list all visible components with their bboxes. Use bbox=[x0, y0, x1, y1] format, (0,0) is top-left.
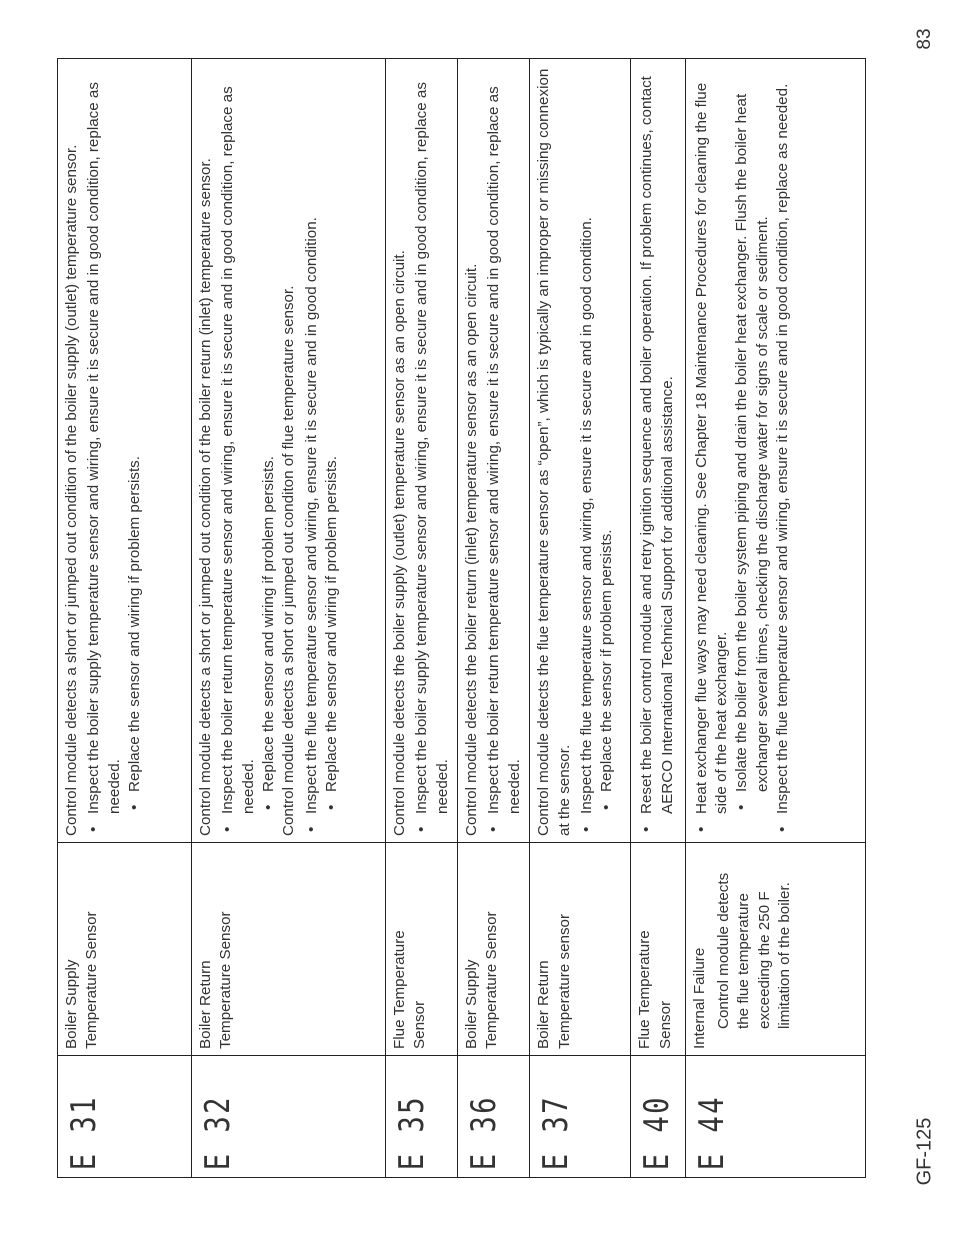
action-sub-bullet: • Replace the sensor and wiring if problem persists. bbox=[259, 65, 279, 792]
component-line: Flue Temperature bbox=[636, 930, 654, 1049]
table-row bbox=[386, 59, 458, 1178]
component-line: Temperature Sensor bbox=[483, 911, 501, 1049]
action-text: Control module detects a short or jumped out condition of the boiler supply (outlet) temperature sensor. bbox=[63, 144, 80, 836]
table-row bbox=[58, 59, 192, 1178]
component-note: Control module detects the flue temperature exceeding the 250 F limitation of the boiler. bbox=[715, 872, 794, 1029]
action-sub-bullet: • Replace the sensor if problem persists. bbox=[597, 65, 617, 792]
fault-code-table-rotated bbox=[57, 58, 862, 1178]
fault-code: E 32 bbox=[192, 1080, 386, 1178]
action-cell bbox=[685, 59, 865, 843]
action-bullet: • Inspect the flue temperature sensor and wiring, ensure it is secure and in good condition, replace as needed. bbox=[773, 65, 793, 814]
table-row bbox=[685, 59, 865, 1178]
fault-code: E 36 bbox=[458, 1080, 530, 1178]
component-line: Internal Failure bbox=[690, 947, 708, 1049]
action-sub-bullet: • Replace the sensor and wiring if problem persists. bbox=[322, 65, 342, 792]
component-line: Boiler Return bbox=[197, 960, 214, 1049]
action-sub-bullet: • Isolate the boiler from the boiler system piping and drain the boiler heat exchanger. Flush the boiler heat exchanger several times, checking the discharge water for signs of scale or sediment. bbox=[732, 65, 773, 792]
fault-code-table bbox=[57, 58, 866, 1178]
component-cell bbox=[685, 843, 865, 1056]
action-bullet: • Inspect the boiler return temperature sensor and wiring, ensure it is secure and in good condition, replace as needed. bbox=[218, 65, 259, 814]
action-text: Control module detects a short or jumped out conditon of flue temperature sensor. bbox=[280, 285, 298, 836]
component-line: Temperature Sensor bbox=[83, 911, 101, 1049]
component-line: Boiler Return bbox=[535, 960, 553, 1049]
action-text: Control module detects a short or jumped out condition of the boiler return (inlet) temperature sensor. bbox=[197, 158, 214, 836]
component-cell bbox=[631, 843, 686, 1056]
component-cell bbox=[458, 843, 530, 1056]
table-row bbox=[631, 59, 686, 1178]
action-cell bbox=[631, 59, 686, 843]
action-text: Control module detects the boiler supply (outlet) temperature sensor as an open circuit. bbox=[391, 250, 408, 836]
action-text: Control module detects the flue temperature sensor as “open”, which is typically an improper or missing connexion at the sensor. bbox=[535, 68, 573, 836]
fault-code: E 37 bbox=[530, 1080, 631, 1178]
table-row bbox=[458, 59, 530, 1178]
table-row bbox=[530, 59, 631, 1178]
fault-code: E 40 bbox=[631, 1080, 686, 1178]
component-line: Temperature sensor bbox=[555, 913, 573, 1049]
page-number: 83 bbox=[914, 28, 935, 50]
component-line: Boiler Supply bbox=[63, 959, 80, 1049]
action-bullet: • Inspect the flue temperature sensor and wiring, ensure it is secure and in good condition. bbox=[577, 65, 597, 814]
action-cell bbox=[458, 59, 530, 843]
action-cell bbox=[530, 59, 631, 843]
component-cell bbox=[58, 843, 192, 1056]
table-row bbox=[192, 59, 386, 1178]
action-bullet: • Reset the boiler control module and retry ignition sequence and boiler operation. If problem continues, contact AERCO International Technical Support for additional assistance. bbox=[637, 65, 678, 814]
action-sub-bullet: • Replace the sensor and wiring if problem persists. bbox=[125, 65, 145, 792]
fault-code: E 31 bbox=[58, 1080, 192, 1178]
action-bullet: • Inspect the boiler supply temperature sensor and wiring, ensure it is secure and in good condition, replace as needed. bbox=[412, 65, 453, 814]
component-cell bbox=[386, 843, 458, 1056]
action-cell bbox=[58, 59, 192, 843]
action-bullet: • Inspect the boiler return temperature sensor and wiring, ensure it is secure and in good condition, replace as needed. bbox=[484, 65, 525, 814]
action-cell bbox=[386, 59, 458, 843]
action-text: Control module detects the boiler return (inlet) temperature sensor as an open circuit. bbox=[463, 263, 481, 836]
component-line: Sensor bbox=[656, 1000, 674, 1049]
component-cell bbox=[530, 843, 631, 1056]
component-line: Boiler Supply bbox=[463, 959, 481, 1049]
component-line: Flue Temperature bbox=[391, 930, 408, 1049]
fault-code: E 35 bbox=[386, 1080, 458, 1178]
component-cell bbox=[192, 843, 386, 1056]
action-cell bbox=[192, 59, 386, 843]
action-bullet: • Inspect the boiler supply temperature sensor and wiring, ensure it is secure and in good condition, replace as needed. bbox=[84, 65, 125, 814]
component-line: Temperature Sensor bbox=[217, 911, 235, 1049]
action-bullet: • Inspect the flue temperature sensor and wiring, ensure it is secure and in good condition. bbox=[302, 65, 322, 814]
component-line: Sensor bbox=[411, 1000, 429, 1049]
action-bullet: • Heat exchanger flue ways may need cleaning. See Chapter 18 Maintenance Procedures for cleaning the flue side of the heat exchanger. bbox=[692, 65, 733, 814]
document-id: GF-125 bbox=[913, 1117, 936, 1186]
fault-code: E 44 bbox=[685, 1080, 865, 1178]
